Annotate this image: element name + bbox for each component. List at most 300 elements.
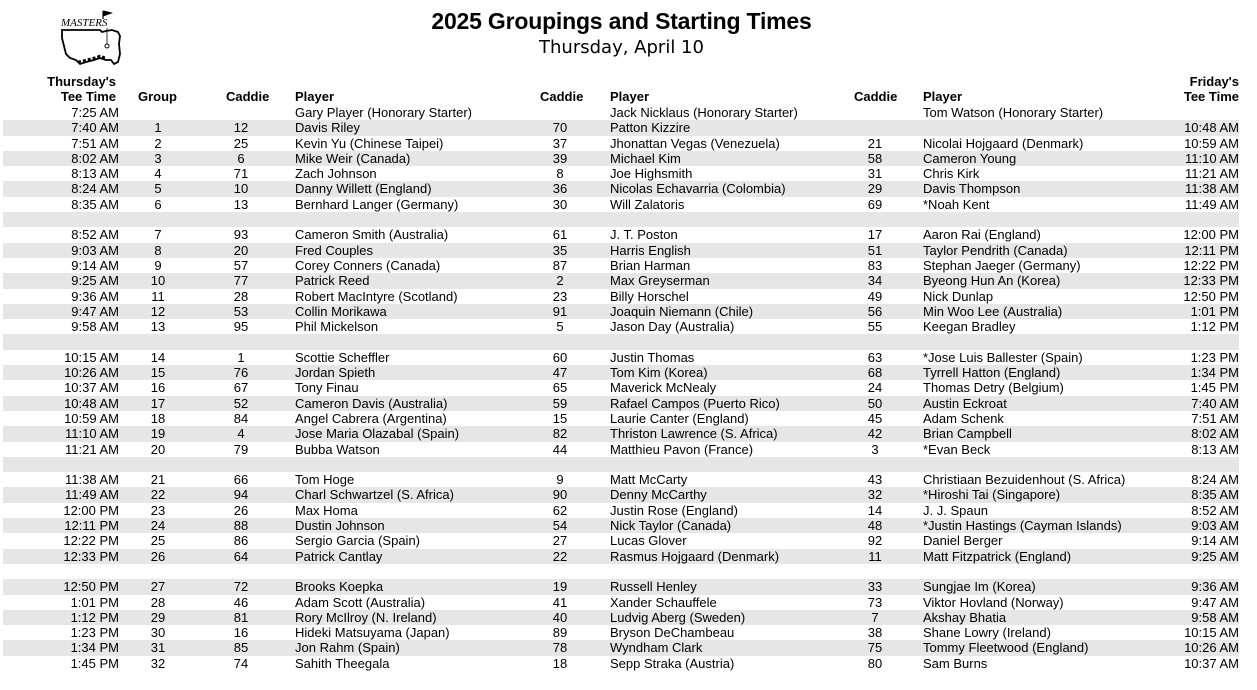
player-1: Jose Maria Olazabal (Spain)	[295, 426, 460, 442]
caddie-3: 58	[867, 150, 883, 166]
player-1: Fred Couples	[295, 242, 374, 258]
caddie-1: 84	[233, 410, 249, 426]
caddie-1: 4	[237, 426, 245, 442]
player-2: Patton Kizzire	[610, 120, 691, 136]
player-2: Thriston Lawrence (S. Africa)	[610, 426, 778, 442]
caddie-3: 63	[867, 349, 883, 365]
thursday-tee-time: 9:14 AM	[71, 257, 119, 273]
caddie-2: 41	[552, 594, 568, 610]
player-3: Nicolai Hojgaard (Denmark)	[923, 135, 1084, 151]
caddie-2: 40	[552, 609, 568, 625]
friday-tee-time: 12:22 PM	[1183, 257, 1239, 273]
group-number: 4	[154, 166, 162, 182]
caddie-2: 44	[552, 441, 568, 457]
header-thursday-tee-time	[40, 74, 116, 104]
thursday-tee-time: 8:52 AM	[71, 227, 119, 243]
friday-tee-time: 12:00 PM	[1183, 227, 1239, 243]
caddie-2: 62	[552, 502, 568, 518]
caddie-3: 75	[867, 640, 883, 656]
caddie-1: 57	[233, 257, 249, 273]
player-3: Davis Thompson	[923, 181, 1021, 197]
caddie-2: 36	[552, 181, 568, 197]
table-row	[3, 289, 1239, 304]
player-1: Gary Player (Honorary Starter)	[295, 105, 472, 120]
player-3: Cameron Young	[923, 150, 1017, 166]
player-2: Max Greyserman	[610, 273, 710, 289]
table-row	[3, 656, 1239, 671]
caddie-1: 85	[233, 640, 249, 656]
caddie-1: 76	[233, 365, 249, 381]
caddie-2: 91	[552, 303, 568, 319]
player-2: Matthieu Pavon (France)	[610, 441, 754, 457]
player-2: Justin Thomas	[610, 349, 695, 365]
caddie-3: 80	[867, 655, 883, 671]
caddie-1: 20	[233, 242, 249, 258]
friday-tee-time: 9:36 AM	[1191, 579, 1239, 595]
player-3: Adam Schenk	[923, 410, 1004, 426]
caddie-2: 37	[552, 135, 568, 151]
thursday-tee-time: 10:15 AM	[64, 349, 119, 365]
caddie-1: 94	[233, 487, 249, 503]
caddie-3: 24	[867, 380, 883, 396]
friday-tee-time: 1:34 PM	[1190, 365, 1239, 381]
group-number: 17	[150, 395, 166, 411]
friday-tee-time: 7:40 AM	[1191, 395, 1239, 411]
table-row	[3, 365, 1239, 380]
table-row	[3, 518, 1239, 533]
header-friday-tee-time	[1184, 74, 1239, 104]
group-number: 9	[154, 257, 162, 273]
friday-tee-time: 8:24 AM	[1191, 472, 1239, 488]
caddie-1: 72	[233, 579, 249, 595]
caddie-1: 74	[233, 655, 249, 671]
group-number: 25	[150, 533, 166, 549]
caddie-3: 69	[867, 196, 883, 212]
friday-tee-time: 11:49 AM	[1185, 196, 1239, 212]
caddie-3: 29	[867, 181, 883, 197]
player-2: Jack Nicklaus (Honorary Starter)	[610, 105, 798, 120]
group-number: 6	[154, 196, 162, 212]
player-3: Min Woo Lee (Australia)	[923, 303, 1063, 319]
table-row	[3, 640, 1239, 655]
player-1: Scottie Scheffler	[295, 349, 390, 365]
caddie-1: 79	[233, 441, 249, 457]
player-3: Viktor Hovland (Norway)	[923, 594, 1064, 610]
player-3: Akshay Bhatia	[923, 609, 1007, 625]
caddie-1: 64	[233, 548, 249, 564]
caddie-3: 7	[871, 609, 879, 625]
thursday-tee-time: 8:02 AM	[71, 150, 119, 166]
caddie-1: 81	[233, 609, 249, 625]
caddie-2: 27	[552, 533, 568, 549]
player-1: Max Homa	[295, 502, 358, 518]
table-row	[3, 166, 1239, 181]
player-2: Denny McCarthy	[610, 487, 707, 503]
player-3: Sungjae Im (Korea)	[923, 579, 1036, 595]
player-1: Rory McIlroy (N. Ireland)	[295, 609, 437, 625]
group-number: 23	[150, 502, 166, 518]
group-number: 29	[150, 609, 166, 625]
caddie-3: 42	[867, 426, 883, 442]
player-3: *Jose Luis Ballester (Spain)	[923, 349, 1083, 365]
table-row	[3, 243, 1239, 258]
group-number: 2	[154, 135, 162, 151]
caddie-1: 95	[233, 319, 249, 335]
table-row	[3, 579, 1239, 594]
group-number: 22	[150, 487, 166, 503]
group-number: 15	[150, 365, 166, 381]
player-2: Will Zalatoris	[610, 196, 685, 212]
player-2: Maverick McNealy	[610, 380, 717, 396]
player-1: Cameron Davis (Australia)	[295, 395, 448, 411]
header-caddie-3: Caddie	[854, 89, 898, 104]
group-number: 26	[150, 548, 166, 564]
player-1: Phil Mickelson	[295, 319, 379, 335]
player-2: Rafael Campos (Puerto Rico)	[610, 395, 780, 411]
player-1: Tony Finau	[295, 380, 359, 396]
table-row	[3, 350, 1239, 365]
table-row	[3, 426, 1239, 441]
player-3: Stephan Jaeger (Germany)	[923, 257, 1081, 273]
player-2: Bryson DeChambeau	[610, 625, 735, 641]
caddie-1: 28	[233, 288, 249, 304]
header-player-1: Player	[295, 89, 335, 104]
caddie-3: 21	[867, 135, 883, 151]
caddie-2: 60	[552, 349, 568, 365]
table-row	[3, 533, 1239, 548]
header-thursday-line1: Thursday's	[47, 74, 116, 89]
caddie-1: 1	[237, 349, 245, 365]
friday-tee-time: 1:12 PM	[1190, 319, 1239, 335]
logo-wordmark: MASTERS	[61, 17, 108, 29]
table-row	[3, 503, 1239, 518]
player-1: Davis Riley	[295, 120, 361, 136]
player-3: *Noah Kent	[923, 196, 990, 212]
friday-tee-time: 8:52 AM	[1191, 502, 1239, 518]
group-number: 21	[150, 472, 166, 488]
player-1: Patrick Reed	[295, 273, 370, 289]
caddie-1: 12	[233, 120, 249, 136]
caddie-1: 6	[237, 150, 245, 166]
caddie-1: 77	[233, 273, 249, 289]
thursday-tee-time: 1:12 PM	[70, 609, 119, 625]
caddie-2: 8	[556, 166, 564, 182]
group-number: 13	[150, 319, 166, 335]
spacer-row	[3, 457, 1239, 472]
caddie-2: 19	[552, 579, 568, 595]
table-row	[3, 549, 1239, 564]
friday-tee-time: 10:37 AM	[1184, 655, 1239, 671]
player-2: Matt McCarty	[610, 472, 688, 488]
thursday-tee-time: 10:48 AM	[64, 395, 119, 411]
friday-tee-time: 12:33 PM	[1183, 273, 1239, 289]
player-2: Lucas Glover	[610, 533, 687, 549]
caddie-1: 16	[233, 625, 249, 641]
group-number: 31	[150, 640, 166, 656]
page-subtitle: Thursday, April 10	[539, 37, 704, 58]
friday-tee-time: 11:38 AM	[1185, 181, 1239, 197]
player-3: Daniel Berger	[923, 533, 1003, 549]
player-1: Collin Morikawa	[295, 303, 387, 319]
friday-tee-time: 8:02 AM	[1191, 426, 1239, 442]
page-title: 2025 Groupings and Starting Times	[431, 8, 812, 34]
player-3: Austin Eckroat	[923, 395, 1007, 411]
player-2: Nick Taylor (Canada)	[610, 518, 732, 534]
caddie-2: 54	[552, 518, 568, 534]
thursday-tee-time: 9:58 AM	[71, 319, 119, 335]
caddie-3: 68	[867, 365, 883, 381]
thursday-tee-time: 11:38 AM	[65, 472, 119, 488]
player-2: Jhonattan Vegas (Venezuela)	[610, 135, 780, 151]
caddie-2: 15	[552, 410, 568, 426]
header-caddie-2: Caddie	[540, 89, 584, 104]
caddie-1: 67	[233, 380, 249, 396]
caddie-3: 49	[867, 288, 883, 304]
player-2: Tom Kim (Korea)	[610, 365, 708, 381]
thursday-tee-time: 11:10 AM	[65, 426, 119, 442]
caddie-3: 3	[871, 441, 879, 457]
group-number: 12	[150, 303, 166, 319]
friday-tee-time: 9:25 AM	[1191, 548, 1239, 564]
caddie-2: 9	[556, 472, 564, 488]
thursday-tee-time: 8:35 AM	[71, 196, 119, 212]
header-friday-line1: Friday's	[1189, 74, 1239, 89]
caddie-2: 65	[552, 380, 568, 396]
friday-tee-time: 9:14 AM	[1191, 533, 1239, 549]
group-number: 30	[150, 625, 166, 641]
spacer-row	[3, 334, 1239, 349]
group-number: 10	[150, 273, 166, 289]
player-2: Harris English	[610, 242, 691, 258]
friday-tee-time: 1:45 PM	[1190, 380, 1239, 396]
group-number: 19	[150, 426, 166, 442]
group-number: 32	[150, 655, 166, 671]
thursday-tee-time: 12:00 PM	[63, 502, 119, 518]
tee-times-table	[3, 105, 1239, 671]
player-1: Jon Rahm (Spain)	[295, 640, 400, 656]
player-3: Shane Lowry (Ireland)	[923, 625, 1051, 641]
player-3: *Hiroshi Tai (Singapore)	[923, 487, 1061, 503]
player-2: Billy Horschel	[610, 288, 689, 304]
table-row	[3, 487, 1239, 502]
group-number: 16	[150, 380, 166, 396]
thursday-tee-time: 9:36 AM	[71, 288, 119, 304]
friday-tee-time: 10:59 AM	[1184, 135, 1239, 151]
header-caddie-1: Caddie	[226, 89, 270, 104]
caddie-1: 52	[233, 395, 249, 411]
player-1: Hideki Matsuyama (Japan)	[295, 625, 450, 641]
player-3: Taylor Pendrith (Canada)	[923, 242, 1068, 258]
caddie-3: 43	[867, 472, 883, 488]
player-1: Bernhard Langer (Germany)	[295, 196, 459, 212]
player-2: Joaquin Niemann (Chile)	[610, 303, 754, 319]
header-player-3: Player	[923, 89, 963, 104]
friday-tee-time: 9:58 AM	[1191, 609, 1239, 625]
player-3: Aaron Rai (England)	[923, 227, 1041, 243]
caddie-3: 73	[867, 594, 883, 610]
player-3: Thomas Detry (Belgium)	[923, 380, 1064, 396]
player-2: Sepp Straka (Austria)	[610, 655, 735, 671]
player-2: Joe Highsmith	[610, 166, 693, 182]
table-row	[3, 625, 1239, 640]
caddie-3: 33	[867, 579, 883, 595]
player-1: Sergio Garcia (Spain)	[295, 533, 420, 549]
caddie-2: 78	[552, 640, 568, 656]
caddie-1: 13	[233, 196, 249, 212]
thursday-tee-time: 1:45 PM	[70, 655, 119, 671]
thursday-tee-time: 9:47 AM	[71, 303, 119, 319]
player-3: Tommy Fleetwood (England)	[923, 640, 1089, 656]
player-2: Jason Day (Australia)	[610, 319, 735, 335]
player-3: Brian Campbell	[923, 426, 1012, 442]
thursday-tee-time: 12:33 PM	[63, 548, 119, 564]
player-3: Christiaan Bezuidenhout (S. Africa)	[923, 472, 1126, 488]
table-row	[3, 396, 1239, 411]
caddie-1: 53	[233, 303, 249, 319]
group-number: 24	[150, 518, 166, 534]
thursday-tee-time: 1:23 PM	[70, 625, 119, 641]
caddie-1: 86	[233, 533, 249, 549]
caddie-3: 11	[868, 548, 882, 564]
friday-tee-time: 8:35 AM	[1191, 487, 1239, 503]
friday-tee-time: 8:13 AM	[1191, 441, 1239, 457]
player-1: Corey Conners (Canada)	[295, 257, 441, 273]
thursday-tee-time: 7:51 AM	[71, 135, 119, 151]
caddie-2: 61	[552, 227, 568, 243]
spacer-row	[3, 212, 1239, 227]
caddie-2: 2	[556, 273, 564, 289]
player-3: Chris Kirk	[923, 166, 980, 182]
group-number: 3	[154, 150, 162, 166]
group-number: 27	[150, 579, 166, 595]
caddie-2: 82	[552, 426, 568, 442]
player-2: J. T. Poston	[610, 227, 678, 243]
caddie-3: 55	[867, 319, 883, 335]
group-number: 1	[154, 120, 162, 136]
friday-tee-time: 12:50 PM	[1183, 288, 1239, 304]
player-3: Sam Burns	[923, 655, 988, 671]
friday-tee-time: 1:01 PM	[1190, 303, 1239, 319]
thursday-tee-time: 10:37 AM	[64, 380, 119, 396]
caddie-2: 18	[552, 655, 568, 671]
player-3: *Justin Hastings (Cayman Islands)	[923, 518, 1122, 534]
caddie-2: 5	[556, 319, 564, 335]
player-2: Laurie Canter (England)	[610, 410, 749, 426]
thursday-tee-time: 7:40 AM	[71, 120, 119, 136]
header-thursday-line2: Tee Time	[60, 89, 116, 104]
caddie-3: 50	[867, 395, 883, 411]
caddie-3: 34	[867, 273, 883, 289]
caddie-3: 14	[867, 502, 883, 518]
table-row	[3, 227, 1239, 242]
table-row	[3, 120, 1239, 135]
friday-tee-time: 9:47 AM	[1191, 594, 1239, 610]
player-1: Cameron Smith (Australia)	[295, 227, 449, 243]
caddie-2: 87	[552, 257, 568, 273]
table-row	[3, 181, 1239, 196]
player-3: Byeong Hun An (Korea)	[923, 273, 1061, 289]
player-2: Rasmus Hojgaard (Denmark)	[610, 548, 780, 564]
friday-tee-time: 10:15 AM	[1184, 625, 1239, 641]
player-1: Angel Cabrera (Argentina)	[295, 410, 447, 426]
caddie-3: 17	[867, 227, 883, 243]
caddie-1: 71	[233, 166, 249, 182]
player-2: Xander Schauffele	[610, 594, 717, 610]
player-1: Kevin Yu (Chinese Taipei)	[295, 135, 444, 151]
player-3: J. J. Spaun	[923, 502, 989, 518]
player-1: Patrick Cantlay	[295, 548, 383, 564]
spacer-row	[3, 564, 1239, 579]
caddie-2: 70	[552, 120, 568, 136]
table-row	[3, 304, 1239, 319]
thursday-tee-time: 12:11 PM	[64, 518, 119, 534]
group-number: 20	[150, 441, 166, 457]
table-row	[3, 258, 1239, 273]
caddie-1: 46	[233, 594, 249, 610]
player-2: Michael Kim	[610, 150, 681, 166]
table-row	[3, 273, 1239, 288]
group-number: 8	[154, 242, 162, 258]
friday-tee-time: 10:26 AM	[1184, 640, 1239, 656]
caddie-3: 45	[867, 410, 883, 426]
player-3: Tyrrell Hatton (England)	[923, 365, 1061, 381]
player-1: Tom Hoge	[295, 472, 355, 488]
player-3: *Evan Beck	[923, 441, 991, 457]
thursday-tee-time: 1:01 PM	[70, 594, 119, 610]
player-1: Robert MacIntyre (Scotland)	[295, 288, 458, 304]
header-group: Group	[138, 89, 177, 104]
table-row	[3, 319, 1239, 334]
caddie-1: 26	[233, 502, 249, 518]
player-1: Charl Schwartzel (S. Africa)	[295, 487, 454, 503]
thursday-tee-time: 11:21 AM	[65, 441, 119, 457]
thursday-tee-time: 8:13 AM	[71, 166, 119, 182]
caddie-3: 31	[867, 166, 883, 182]
caddie-3: 92	[867, 533, 883, 549]
caddie-2: 47	[552, 365, 568, 381]
friday-tee-time: 11:21 AM	[1185, 166, 1239, 182]
caddie-3: 38	[867, 625, 883, 641]
player-2: Russell Henley	[610, 579, 697, 595]
caddie-2: 90	[552, 487, 568, 503]
caddie-3: 56	[867, 303, 883, 319]
group-number: 14	[150, 349, 166, 365]
friday-tee-time: 10:48 AM	[1184, 120, 1239, 136]
thursday-tee-time: 9:25 AM	[71, 273, 119, 289]
table-row	[3, 472, 1239, 487]
thursday-tee-time: 12:50 PM	[63, 579, 119, 595]
player-1: Mike Weir (Canada)	[295, 150, 411, 166]
table-row	[3, 151, 1239, 166]
table-row	[3, 411, 1239, 426]
caddie-2: 39	[552, 150, 568, 166]
player-1: Jordan Spieth	[295, 365, 376, 381]
group-number: 11	[151, 288, 165, 304]
table-row	[3, 442, 1239, 457]
table-row	[3, 197, 1239, 212]
caddie-2: 23	[552, 288, 568, 304]
friday-tee-time: 11:10 AM	[1185, 150, 1239, 166]
player-3: Nick Dunlap	[923, 288, 994, 304]
player-3: Matt Fitzpatrick (England)	[923, 548, 1072, 564]
caddie-3: 51	[867, 242, 883, 258]
table-row	[3, 105, 1239, 120]
caddie-2: 22	[552, 548, 568, 564]
friday-tee-time: 7:51 AM	[1191, 410, 1239, 426]
player-2: Wyndham Clark	[610, 640, 703, 656]
group-number: 28	[150, 594, 166, 610]
player-2: Brian Harman	[610, 257, 691, 273]
